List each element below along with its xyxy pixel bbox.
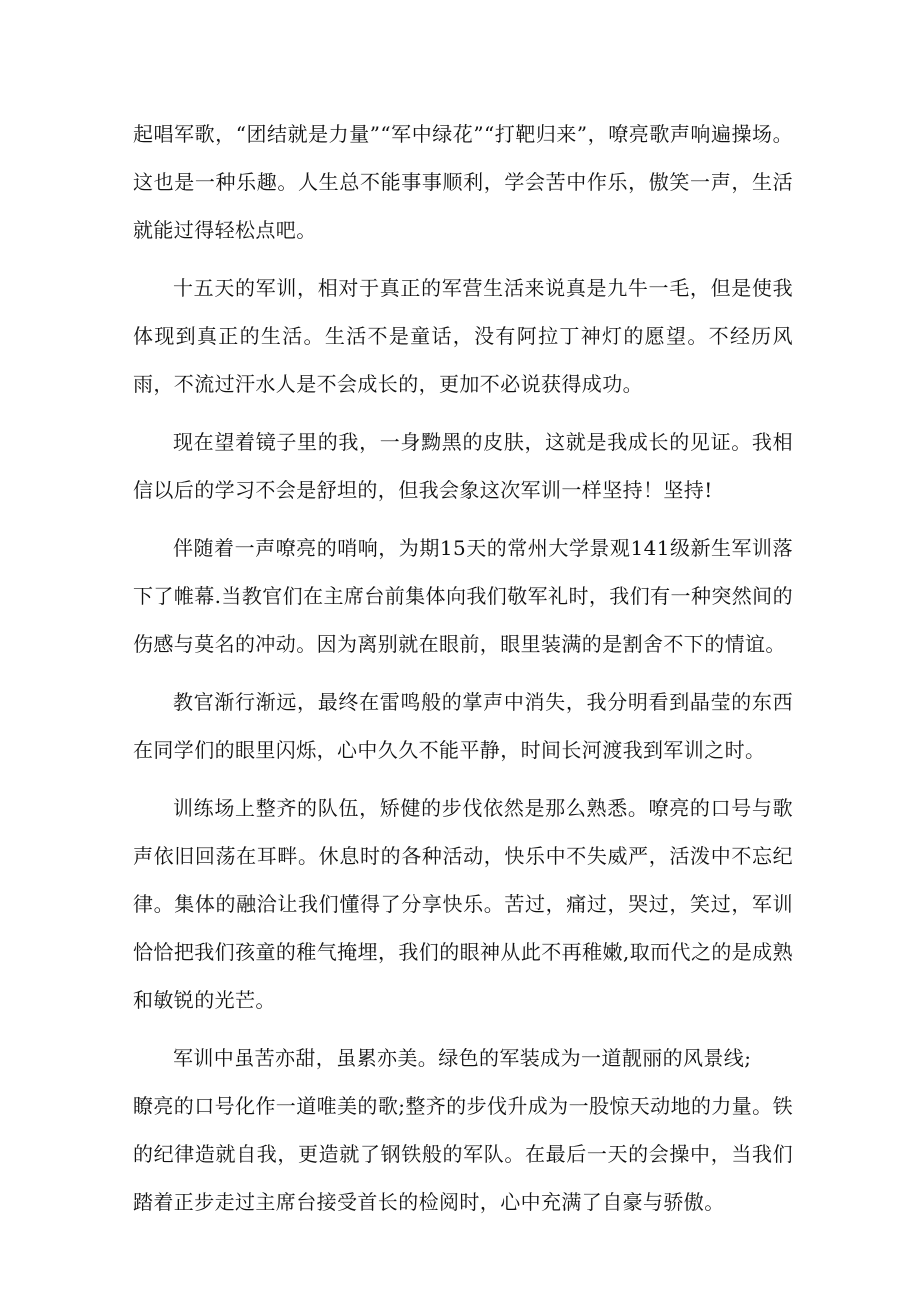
document-body	[133, 110, 793, 1226]
paragraph-8: 瞭亮的口号化作一道唯美的歌;整齐的步伐升成为一股惊天动地的力量。铁的纪律造就自我，更造就了钢铁般的军队。在最后一天的会操中，当我们踏着正步走过主席台接受首长的检阅时，心中充满了自豪与骄傲。	[133, 1094, 793, 1214]
paragraph-7: 军训中虽苦亦甜，虽累亦美。绿色的军装成为一道靓丽的风景线;	[173, 1046, 752, 1070]
paragraph-3: 现在望着镜子里的我，一身黝黑的皮肤，这就是我成长的见证。我相信以后的学习不会是舒坦的，但我会象这次军训一样坚持！坚持!	[133, 430, 793, 502]
paragraph-2: 十五天的军训，相对于真正的军营生活来说真是九牛一毛，但是使我体现到真正的生活。生活不是童话，没有阿拉丁神灯的愿望。不经历风雨，不流过汗水人是不会成长的，更加不必说获得成功。	[133, 276, 793, 396]
paragraph-1: 起唱军歌，“团结就是力量”“军中绿花”“打靶归来”，嘹亮歌声响遍操场。这也是一种乐趣。人生总不能事事顺利，学会苦中作乐，傲笑一声，生活就能过得轻松点吧。	[133, 122, 793, 242]
paragraph-6: 训练场上整齐的队伍，矫健的步伐依然是那么熟悉。嘹亮的口号与歌声依旧回荡在耳畔。休息时的各种活动，快乐中不失威严，活泼中不忘纪律。集体的融洽让我们懂得了分享快乐。苦过，痛过，哭过，笑过，军训恰恰把我们孩童的稚气掩埋，我们的眼神从此不再稚嫩,取而代之的是成熟和敏锐的光芒。	[133, 796, 793, 1012]
paragraph-5: 教官渐行渐远，最终在雷鸣般的掌声中消失，我分明看到晶莹的东西在同学们的眼里闪烁，心中久久不能平静，时间长河渡我到军训之时。	[133, 690, 793, 762]
paragraph-4: 伴随着一声嘹亮的哨响，为期15天的常州大学景观141级新生军训落下了帷幕.当教官们在主席台前集体向我们敬军礼时，我们有一种突然间的伤感与莫名的冲动。因为离别就在眼前，眼里装满的是割舍不下的情谊。	[133, 536, 793, 656]
